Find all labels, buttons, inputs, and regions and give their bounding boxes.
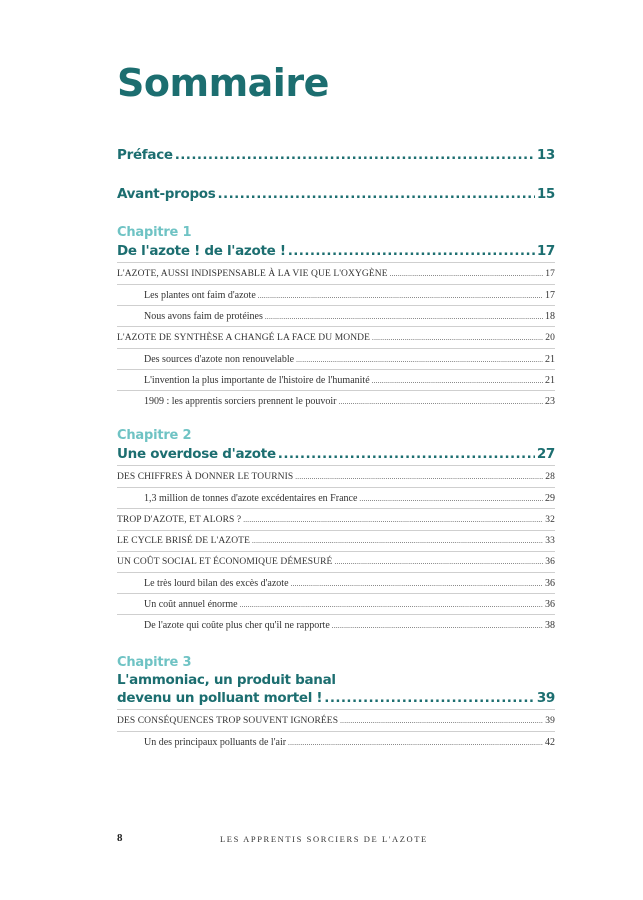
toc-entry-label: UN COÛT SOCIAL ET ÉCONOMIQUE DÉMESURÉ (117, 557, 333, 567)
toc-subsection[interactable] (117, 620, 555, 631)
toc-entry-preface[interactable] (117, 147, 555, 163)
leader-dots (372, 377, 543, 385)
toc-entry-label: Une overdose d'azote (117, 446, 276, 462)
toc-entry-label: De l'azote qui coûte plus cher qu'il ne rapporte (144, 620, 330, 631)
toc-entry-label: TROP D'AZOTE, ET ALORS ? (117, 515, 242, 525)
toc-entry-label: Nous avons faim de protéines (144, 311, 263, 322)
footer-page-number: 8 (117, 832, 123, 844)
leader-dots (359, 495, 543, 503)
leader-dots (265, 313, 543, 321)
divider (117, 262, 555, 263)
toc-entry-page: 32 (545, 515, 555, 525)
divider (117, 305, 555, 306)
toc-entry-label: Les plantes ont faim d'azote (144, 290, 256, 301)
toc-entry-label: LE CYCLE BRISÉ DE L'AZOTE (117, 536, 250, 546)
toc-subsection[interactable] (117, 493, 555, 504)
toc-section[interactable] (117, 536, 555, 546)
toc-entry-page: 36 (545, 578, 555, 589)
leader-dots (338, 398, 543, 406)
divider (117, 551, 555, 552)
divider (117, 508, 555, 509)
divider (117, 487, 555, 488)
toc-entry-page: 21 (545, 375, 555, 386)
divider (117, 731, 555, 732)
leader-dots (240, 601, 543, 609)
toc-entry-page: 21 (545, 354, 555, 365)
toc-subsection[interactable] (117, 311, 555, 322)
leader-dots (340, 717, 543, 725)
toc-entry-page: 28 (545, 472, 555, 482)
chapter-title[interactable] (117, 243, 555, 259)
toc-entry-page: 42 (545, 737, 555, 748)
toc-entry-label: Avant-propos (117, 186, 216, 202)
leader-dots (258, 292, 543, 300)
leader-dots (288, 243, 535, 259)
chapter-heading: Chapitre 2 (117, 428, 192, 443)
leader-dots (390, 270, 544, 278)
toc-entry-page: 20 (545, 333, 555, 343)
leader-dots (296, 356, 543, 364)
divider (117, 572, 555, 573)
toc-subsection[interactable] (117, 578, 555, 589)
leader-dots (252, 537, 543, 545)
leader-dots (278, 446, 535, 462)
toc-entry-label: DES CHIFFRES À DONNER LE TOURNIS (117, 472, 294, 482)
divider (117, 390, 555, 391)
toc-entry-label: DES CONSÉQUENCES TROP SOUVENT IGNORÉES (117, 716, 339, 726)
toc-entry-page: 17 (536, 243, 555, 259)
chapter-heading: Chapitre 3 (117, 655, 192, 670)
toc-subsection[interactable] (117, 290, 555, 301)
leader-dots (288, 739, 543, 747)
divider (117, 348, 555, 349)
toc-subsection[interactable] (117, 375, 555, 386)
leader-dots (291, 580, 543, 588)
toc-entry-page: 17 (545, 269, 555, 279)
page-title: Sommaire (117, 61, 329, 105)
leader-dots (218, 186, 535, 202)
divider (117, 614, 555, 615)
toc-entry-label: Préface (117, 147, 173, 163)
toc-entry-page: 36 (545, 557, 555, 567)
leader-dots (295, 473, 543, 481)
leader-dots (372, 334, 543, 342)
toc-entry-page: 13 (536, 147, 555, 163)
toc-entry-page: 15 (536, 186, 555, 202)
divider (117, 709, 555, 710)
toc-section[interactable] (117, 472, 555, 482)
leader-dots (243, 516, 543, 524)
divider (117, 326, 555, 327)
leader-dots (324, 690, 535, 706)
toc-entry-label: Un des principaux polluants de l'air (144, 737, 287, 748)
toc-section[interactable] (117, 557, 555, 567)
toc-subsection[interactable] (117, 396, 555, 407)
toc-entry-page: 39 (545, 716, 555, 726)
chapter-title-line[interactable]: L'ammoniac, un produit banal (117, 672, 336, 688)
divider (117, 465, 555, 466)
toc-entry-label: L'invention la plus importante de l'histoire de l'humanité (144, 375, 370, 386)
toc-entry-page: 29 (545, 493, 555, 504)
toc-section[interactable] (117, 269, 555, 279)
leader-dots (175, 147, 535, 163)
toc-section[interactable] (117, 515, 555, 525)
toc-entry-label: Un coût annuel énorme (144, 599, 238, 610)
toc-subsection[interactable] (117, 354, 555, 365)
toc-entry-avant-propos[interactable] (117, 186, 555, 202)
leader-dots (332, 622, 543, 630)
toc-entry-label: 1,3 million de tonnes d'azote excédentaires en France (144, 493, 358, 504)
toc-entry-page: 18 (545, 311, 555, 322)
toc-entry-page: 27 (536, 446, 555, 462)
toc-section[interactable] (117, 333, 555, 343)
toc-entry-page: 33 (545, 536, 555, 546)
toc-entry-label: L'AZOTE DE SYNTHÈSE A CHANGÉ LA FACE DU MONDE (117, 333, 371, 343)
divider (117, 369, 555, 370)
toc-section[interactable] (117, 716, 555, 726)
leader-dots (334, 558, 543, 566)
toc-entry-page: 36 (545, 599, 555, 610)
toc-entry-label: 1909 : les apprentis sorciers prennent le pouvoir (144, 396, 337, 407)
toc-entry-page: 23 (545, 396, 555, 407)
toc-entry-page: 17 (545, 290, 555, 301)
toc-entry-label: devenu un polluant mortel ! (117, 690, 323, 706)
toc-entry-page: 38 (545, 620, 555, 631)
toc-entry-page: 39 (536, 690, 555, 706)
divider (117, 530, 555, 531)
footer-book-title: LES APPRENTIS SORCIERS DE L'AZOTE (220, 834, 428, 844)
toc-subsection[interactable] (117, 599, 555, 610)
chapter-title[interactable] (117, 446, 555, 462)
toc-subsection[interactable] (117, 737, 555, 748)
toc-entry-label: Des sources d'azote non renouvelable (144, 354, 295, 365)
toc-entry-label: De l'azote ! de l'azote ! (117, 243, 286, 259)
toc-entry-label: Le très lourd bilan des excès d'azote (144, 578, 289, 589)
toc-entry-label: L'AZOTE, AUSSI INDISPENSABLE À LA VIE QUE L'OXYGÈNE (117, 269, 388, 279)
divider (117, 284, 555, 285)
chapter-heading: Chapitre 1 (117, 225, 192, 240)
chapter-title[interactable] (117, 690, 555, 706)
divider (117, 593, 555, 594)
